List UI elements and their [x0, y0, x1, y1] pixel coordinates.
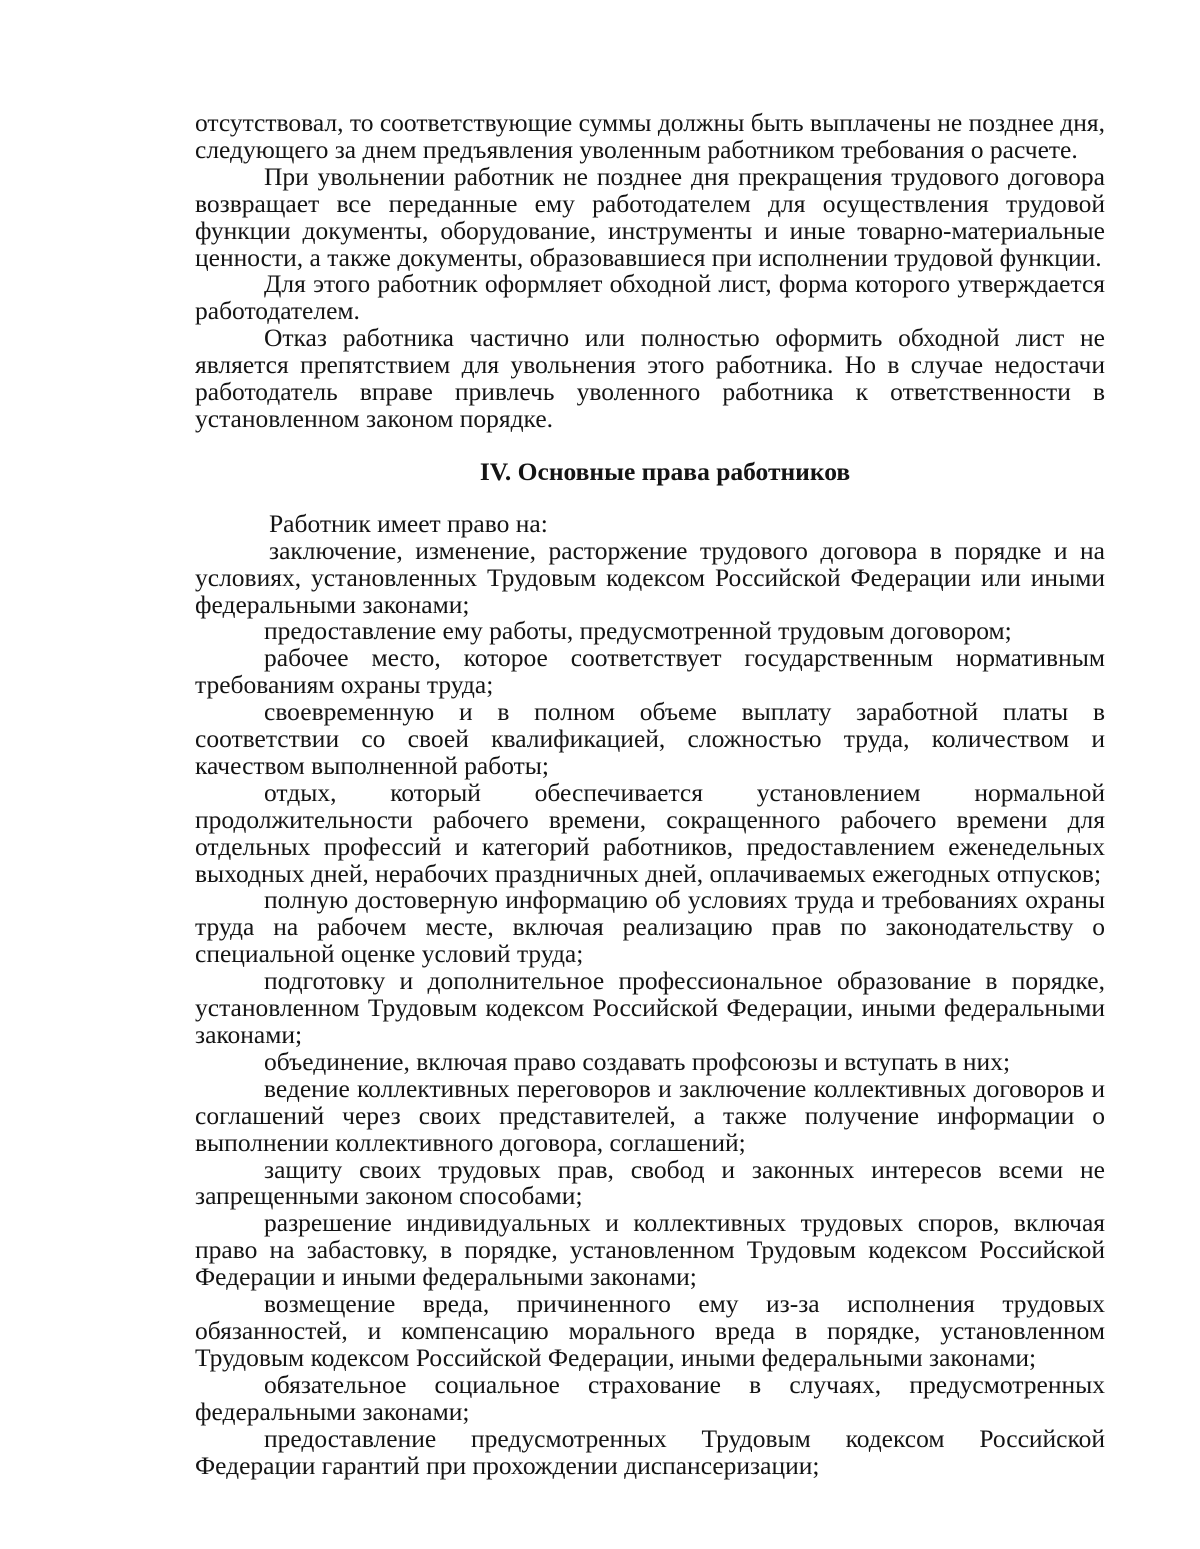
right-item-information: полную достоверную информацию об условиях труда и требованиях охраны труда на рабочем месте, включая реализацию прав по законодательству о специальной оценке условий труда;	[195, 885, 1105, 969]
section-heading: IV. Основные права работников	[479, 456, 851, 486]
right-item-disputes: разрешение индивидуальных и коллективных трудовых споров, включая право на забастовку, в порядке, установленном Трудовым кодексом Российской Федерации и иными федеральными законами;	[195, 1208, 1105, 1292]
right-item-association: объединение, включая право создавать профсоюзы и вступать в них;	[264, 1046, 1011, 1076]
right-item-work: предоставление ему работы, предусмотренной трудовым договором;	[264, 616, 1012, 646]
right-item-compensation: возмещение вреда, причиненного ему из-за исполнения трудовых обязанностей, и компенсацию морального вреда в порядке, установленном Трудовым кодексом Российской Федерации, иными федеральными законами;	[195, 1289, 1105, 1372]
paragraph-refusal: Отказ работника частично или полностью оформить обходной лист не является препятствием для увольнения этого работника. Но в случае недостачи работодатель вправе привлечь уволенного работника к ответственности в установленном законом порядке.	[195, 323, 1105, 433]
right-item-salary: своевременную и в полном объеме выплату заработной платы в соответствии со своей квалификацией, сложностью труда, количеством и качеством выполненной работы;	[195, 697, 1105, 780]
paragraph-return-property: При увольнении работник не позднее дня прекращения трудового договора возвращает все переданные ему работодателем для осуществления трудовой функции документы, оборудование, инструменты и иные товарно-материальные ценности, а также документы, образовавшиеся при исполнении трудовой функции.	[195, 161, 1105, 272]
right-item-insurance: обязательное социальное страхование в случаях, предусмотренных федеральными законами;	[195, 1369, 1105, 1426]
right-item-training: подготовку и дополнительное профессиональное образование в порядке, установленном Трудовым кодексом Российской Федерации, иными федеральными законами;	[195, 966, 1105, 1049]
right-item-protection: защиту своих трудовых прав, свобод и законных интересов всеми не запрещенными законом способами;	[195, 1154, 1105, 1211]
right-item-contract: заключение, изменение, расторжение трудового договора в порядке и на условиях, установленных Трудовым кодексом Российской Федерации или иными федеральными законами;	[195, 535, 1105, 619]
paragraph-bypass-sheet: Для этого работник оформляет обходной лист, форма которого утверждается работодателем.	[195, 269, 1105, 326]
document-page	[195, 110, 1105, 1479]
right-item-rest: отдых, который обеспечивается установлением нормальной продолжительности рабочего времени, сокращенного рабочего времени для отдельных профессий и категорий работников, предоставлением еженедельных выходных дней, нерабочих праздничных дней, оплачиваемых ежегодных отпусков;	[195, 777, 1105, 888]
rights-intro: Работник имеет право на:	[269, 508, 548, 538]
right-item-workplace: рабочее место, которое соответствует государственным нормативным требованиям охраны труда;	[195, 643, 1105, 700]
right-item-medical-exam: предоставление предусмотренных Трудовым кодексом Российской Федерации гарантий при прохождении диспансеризации;	[195, 1423, 1105, 1480]
continuation-paragraph: отсутствовал, то соответствующие суммы должны быть выплачены не позднее дня, следующего за днем предъявления уволенным работником требования о расчете.	[195, 108, 1105, 164]
right-item-collective-bargaining: ведение коллективных переговоров и заключение коллективных договоров и соглашений через своих представителей, а также получение информации о выполнении коллективного договора, соглашений;	[195, 1073, 1105, 1157]
